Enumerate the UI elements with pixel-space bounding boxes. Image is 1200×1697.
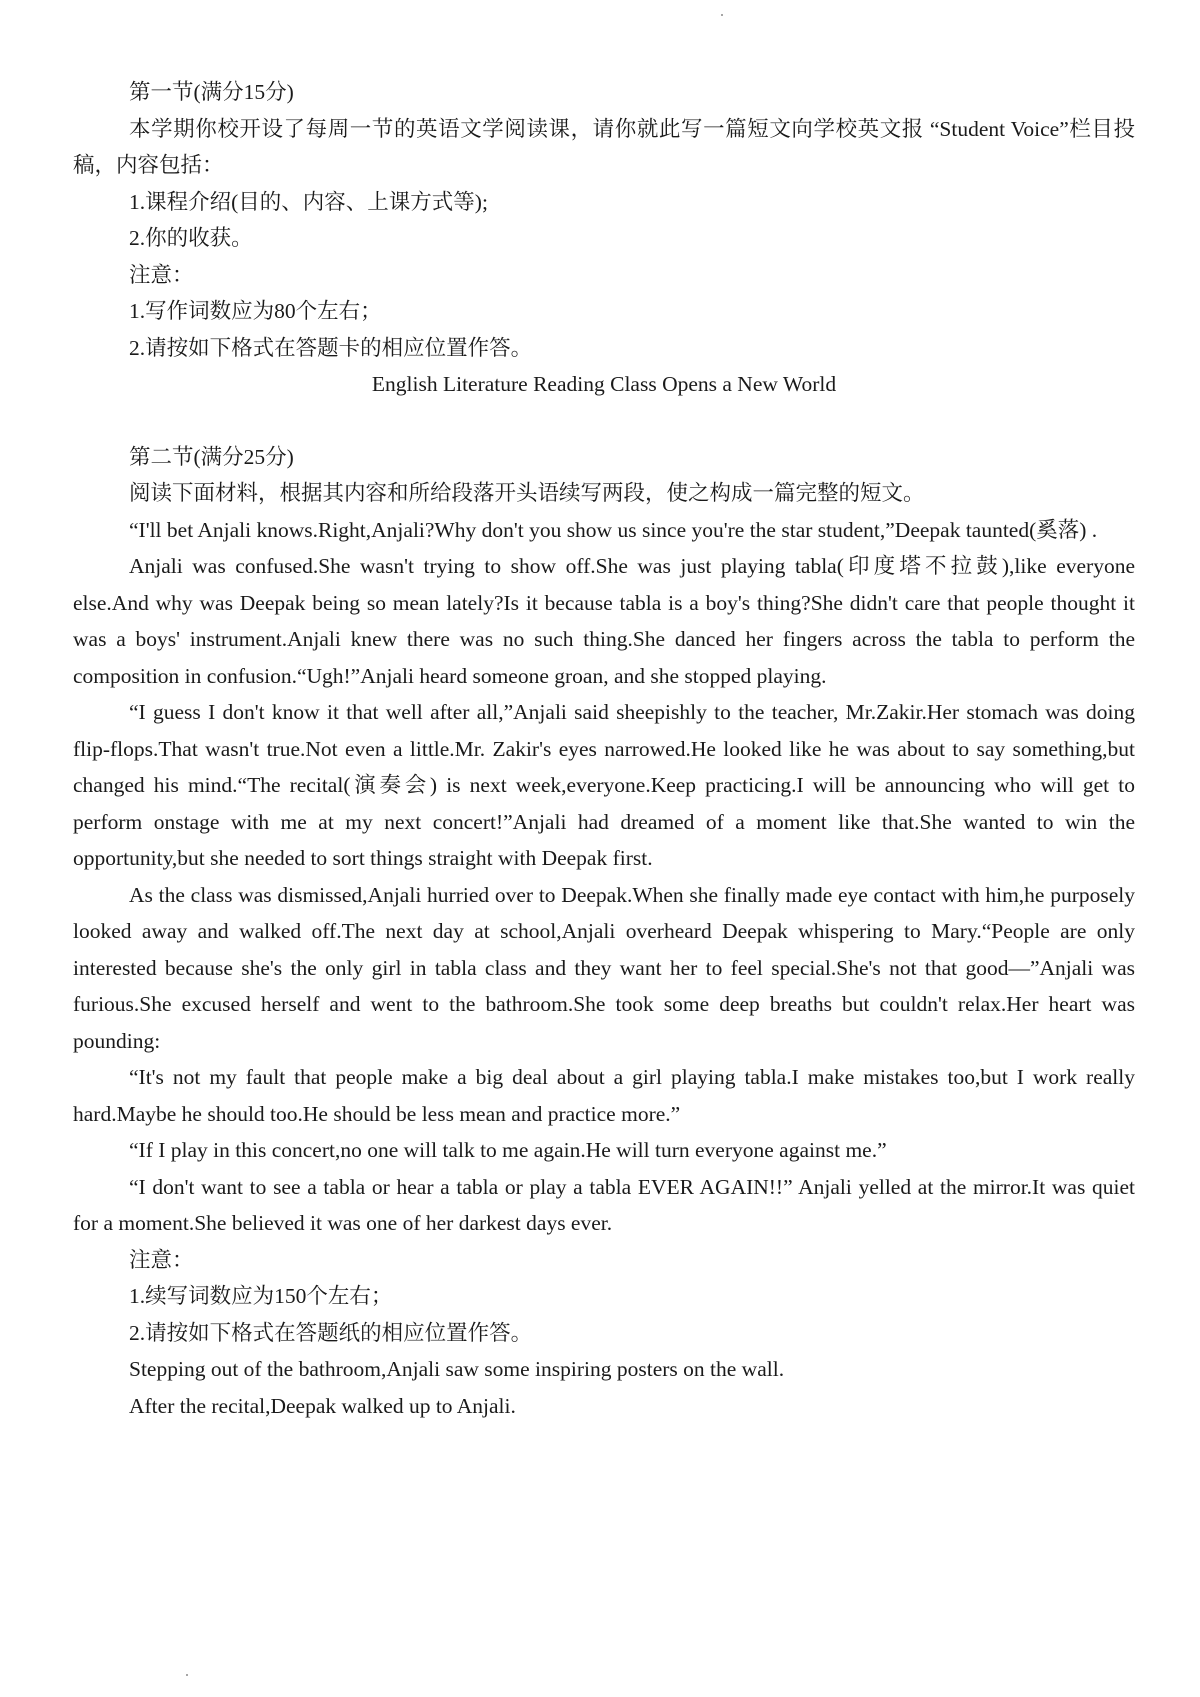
section-divider-space (73, 403, 1135, 439)
section-2-note-1: 1.续写词数应为150个左右； (129, 1284, 393, 1308)
continuation-opener-2: After the recital,Deepak walked up to Anjali. (129, 1393, 516, 1418)
section-1-note-1: 1.写作词数应为80个左右； (129, 299, 382, 323)
story-paragraph-2: Anjali was confused.She wasn't trying to show off.She was just playing tabla(印度塔不拉鼓),like everyone else.And why was Deepak being so mean lately?Is it because tabla is a boy's thing?She didn't care that people thought it was a boys' instrument.Anjali knew there was no such thing.She danced her fingers across the tabla to perform the composition in confusion.“Ugh!”Anjali heard someone groan, and she stopped playing. (73, 554, 1135, 688)
section-2-notes-label: 注意： (129, 1247, 194, 1272)
section-2-instruction: 阅读下面材料，根据其内容和所给段落开头语续写两段，使之构成一篇完整的短文。 (129, 481, 925, 505)
section-1-heading: 第一节(满分15分) (129, 80, 294, 104)
continuation-opener-1: Stepping out of the bathroom,Anjali saw some inspiring posters on the wall. (129, 1357, 785, 1381)
section-1-note-2: 2.请按如下格式在答题卡的相应位置作答。 (129, 335, 533, 360)
scan-speck-bottom (186, 1674, 188, 1676)
section-1-item-2: 2.你的收获。 (129, 226, 253, 250)
writing-section-1 (73, 74, 1135, 403)
section-1-notes-label: 注意： (129, 262, 194, 287)
exam-page (73, 74, 1135, 1424)
story-paragraph-7: “I don't want to see a tabla or hear a tabla or play a tabla EVER AGAIN!!” Anjali yelled at the mirror.It was quiet for a moment.She believed it was one of her darkest days ever. (73, 1174, 1135, 1235)
story-paragraph-5: “It's not my fault that people make a big deal about a girl playing tabla.I make mistakes too,but I work really hard.Maybe he should too.He should be less mean and practice more.” (73, 1065, 1135, 1126)
story-paragraph-4: As the class was dismissed,Anjali hurried over to Deepak.When she finally made eye contact with him,he purposely looked away and walked off.The next day at school,Anjali overheard Deepak whispering to Mary.“People are only interested because she's the only girl in tabla class and they want her to feel special.She's not that good—”Anjali was furious.She excused herself and went to the bathroom.She took some deep breaths but couldn't relax.Her heart was pounding: (73, 882, 1135, 1053)
scan-speck-top (721, 14, 723, 16)
story-paragraph-1: “I'll bet Anjali knows.Right,Anjali?Why don't you show us since you're the star student,”Deepak taunted(奚落) . (129, 517, 1098, 542)
story-paragraph-3: “I guess I don't know it that well after all,”Anjali said sheepishly to the teacher, Mr.Zakir.Her stomach was doing flip-flops.That wasn't true.Not even a little.Mr. Zakir's eyes narrowed.He looked like he was about to say something,but changed his mind.“The recital(演奏会) is next week,everyone.Keep practicing.I will be announcing who will get to perform onstage with me at my next concert!”Anjali had dreamed of a moment like that.She wanted to win the opportunity,but she needed to sort things straight with Deepak first. (73, 700, 1135, 870)
story-paragraph-6: “If I play in this concert,no one will talk to me again.He will turn everyone against me.” (129, 1138, 887, 1162)
section-2-note-2: 2.请按如下格式在答题纸的相应位置作答。 (129, 1320, 533, 1345)
section-1-prompt: 本学期你校开设了每周一节的英语文学阅读课，请你就此写一篇短文向学校英文报 “Student Voice”栏目投稿，内容包括： (73, 116, 1135, 177)
section-1-item-1: 1.课程介绍(目的、内容、上课方式等); (129, 189, 488, 214)
section-2-heading: 第二节(满分25分) (129, 444, 294, 469)
writing-section-2 (73, 439, 1135, 1425)
essay-title: English Literature Reading Class Opens a New World (371, 372, 837, 396)
